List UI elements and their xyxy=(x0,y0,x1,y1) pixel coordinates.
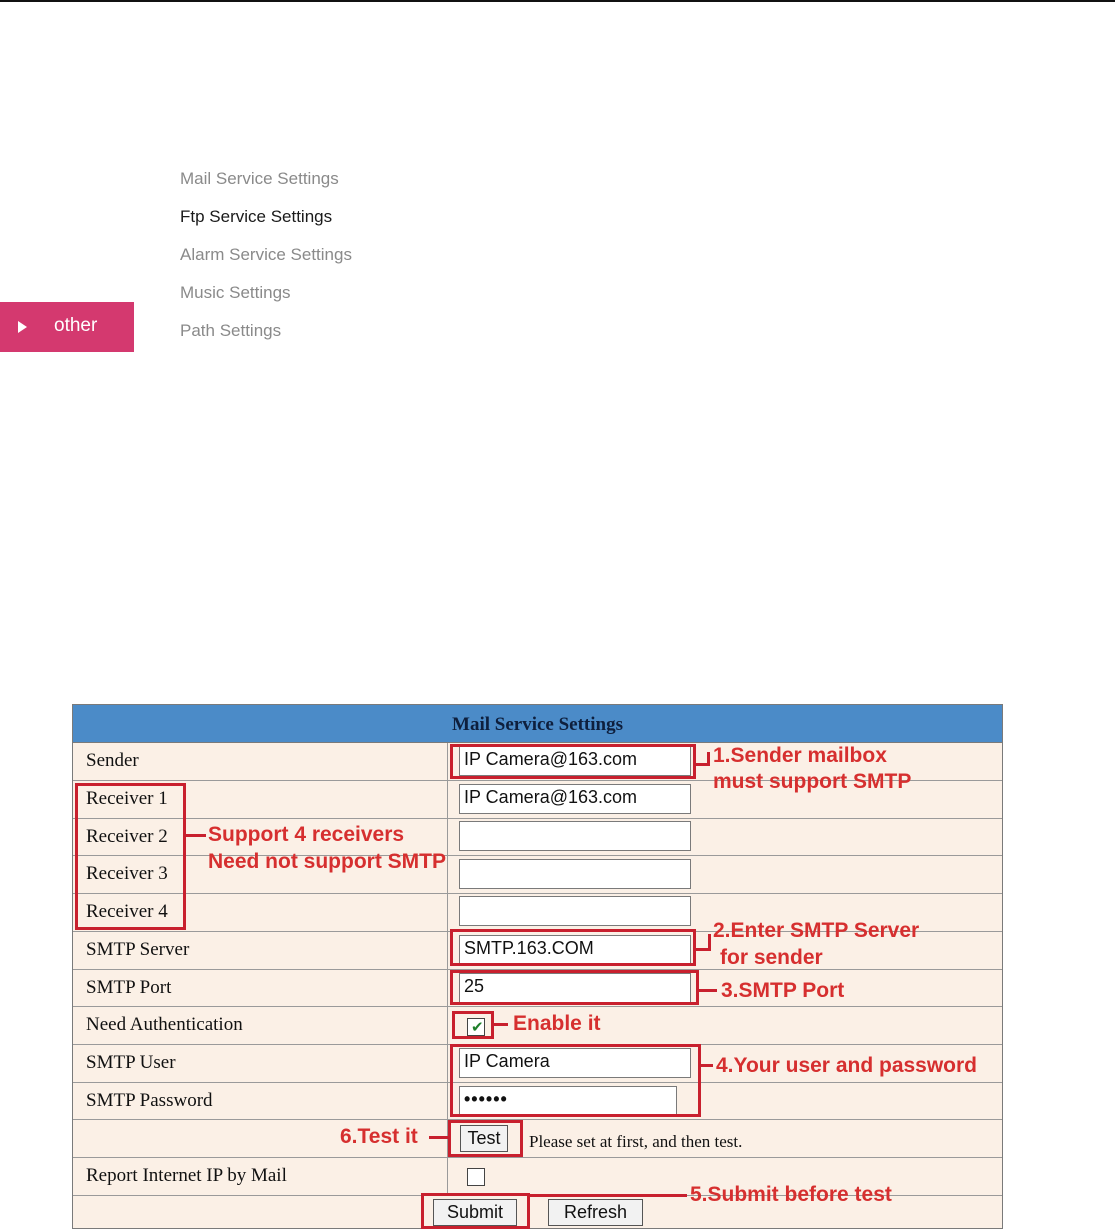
top-divider xyxy=(0,0,1115,2)
annotation-receivers-line2: Need not support SMTP xyxy=(208,850,446,873)
smtp-user-label: SMTP User xyxy=(86,1052,176,1073)
annotation-4: 4.Your user and password xyxy=(716,1054,978,1077)
annotation-6: 6.Test it xyxy=(340,1125,418,1148)
check-icon: ✔ xyxy=(471,1018,484,1036)
smtp-password-label: SMTP Password xyxy=(86,1090,213,1111)
smtp-port-label: SMTP Port xyxy=(86,977,172,998)
sender-label: Sender xyxy=(86,750,139,771)
test-highlight-box xyxy=(448,1120,523,1157)
auth-highlight-box xyxy=(452,1011,494,1039)
receiver1-label: Receiver 1 xyxy=(86,788,168,809)
menu-item-mail-service[interactable]: Mail Service Settings xyxy=(180,169,339,188)
connector-5 xyxy=(530,1194,687,1197)
menu-item-path[interactable]: Path Settings xyxy=(180,321,282,340)
sender-highlight-box xyxy=(450,744,696,779)
test-button[interactable]: Test xyxy=(460,1125,508,1152)
annotation-1-line2: must support SMTP xyxy=(713,770,912,793)
receiver4-input[interactable] xyxy=(459,896,691,926)
table-row-test xyxy=(73,1120,1002,1158)
table-title: Mail Service Settings xyxy=(452,714,623,735)
menu-item-alarm-service[interactable]: Alarm Service Settings xyxy=(180,245,352,264)
need-auth-label: Need Authentication xyxy=(86,1014,243,1035)
smtp-server-highlight-box xyxy=(450,929,696,966)
smtp-server-input[interactable]: SMTP.163.COM xyxy=(459,935,691,965)
user-password-highlight-box xyxy=(450,1044,701,1117)
annotation-3: 3.SMTP Port xyxy=(721,979,845,1002)
receiver3-input[interactable] xyxy=(459,859,691,889)
smtp-port-input[interactable]: 25 xyxy=(459,973,691,1003)
sender-input[interactable]: IP Camera@163.com xyxy=(459,746,691,776)
annotation-2-line2: for sender xyxy=(720,946,823,969)
submit-highlight-box xyxy=(421,1193,530,1229)
report-ip-label: Report Internet IP by Mail xyxy=(86,1165,287,1186)
receiver3-label: Receiver 3 xyxy=(86,863,168,884)
annotation-enable: Enable it xyxy=(513,1012,601,1035)
submit-button[interactable]: Submit xyxy=(433,1199,517,1226)
receivers-highlight-box xyxy=(75,783,186,930)
smtp-user-input[interactable]: IP Camera xyxy=(459,1048,691,1078)
other-section-label: other xyxy=(54,315,98,336)
smtp-password-input[interactable]: •••••• xyxy=(459,1086,677,1116)
receiver4-label: Receiver 4 xyxy=(86,901,168,922)
annotation-2-line1: 2.Enter SMTP Server xyxy=(713,919,920,942)
connector-enable xyxy=(494,1023,508,1026)
connector-receivers xyxy=(186,834,206,837)
table-header xyxy=(73,705,1002,743)
smtp-port-highlight-box xyxy=(450,970,699,1005)
annotation-5: 5.Submit before test xyxy=(690,1183,892,1206)
connector-6 xyxy=(429,1136,449,1139)
smtp-server-label: SMTP Server xyxy=(86,939,190,960)
receiver2-label: Receiver 2 xyxy=(86,826,168,847)
connector-4 xyxy=(701,1064,713,1067)
connector-1v xyxy=(707,752,710,766)
annotation-1-line1: 1.Sender mailbox xyxy=(713,744,887,767)
connector-3 xyxy=(699,989,717,992)
connector-2v xyxy=(708,934,711,951)
annotation-receivers-line1: Support 4 receivers xyxy=(208,823,405,846)
other-section-button[interactable] xyxy=(0,302,134,352)
refresh-button[interactable]: Refresh xyxy=(548,1199,643,1226)
report-ip-checkbox[interactable] xyxy=(467,1168,485,1186)
menu-item-ftp-service[interactable]: Ftp Service Settings xyxy=(180,207,333,226)
play-triangle-icon xyxy=(18,321,27,333)
receiver2-input[interactable] xyxy=(459,821,691,851)
test-note: Please set at first, and then test. xyxy=(529,1132,743,1151)
menu-item-music[interactable]: Music Settings xyxy=(180,283,291,302)
receiver1-input[interactable]: IP Camera@163.com xyxy=(459,784,691,814)
